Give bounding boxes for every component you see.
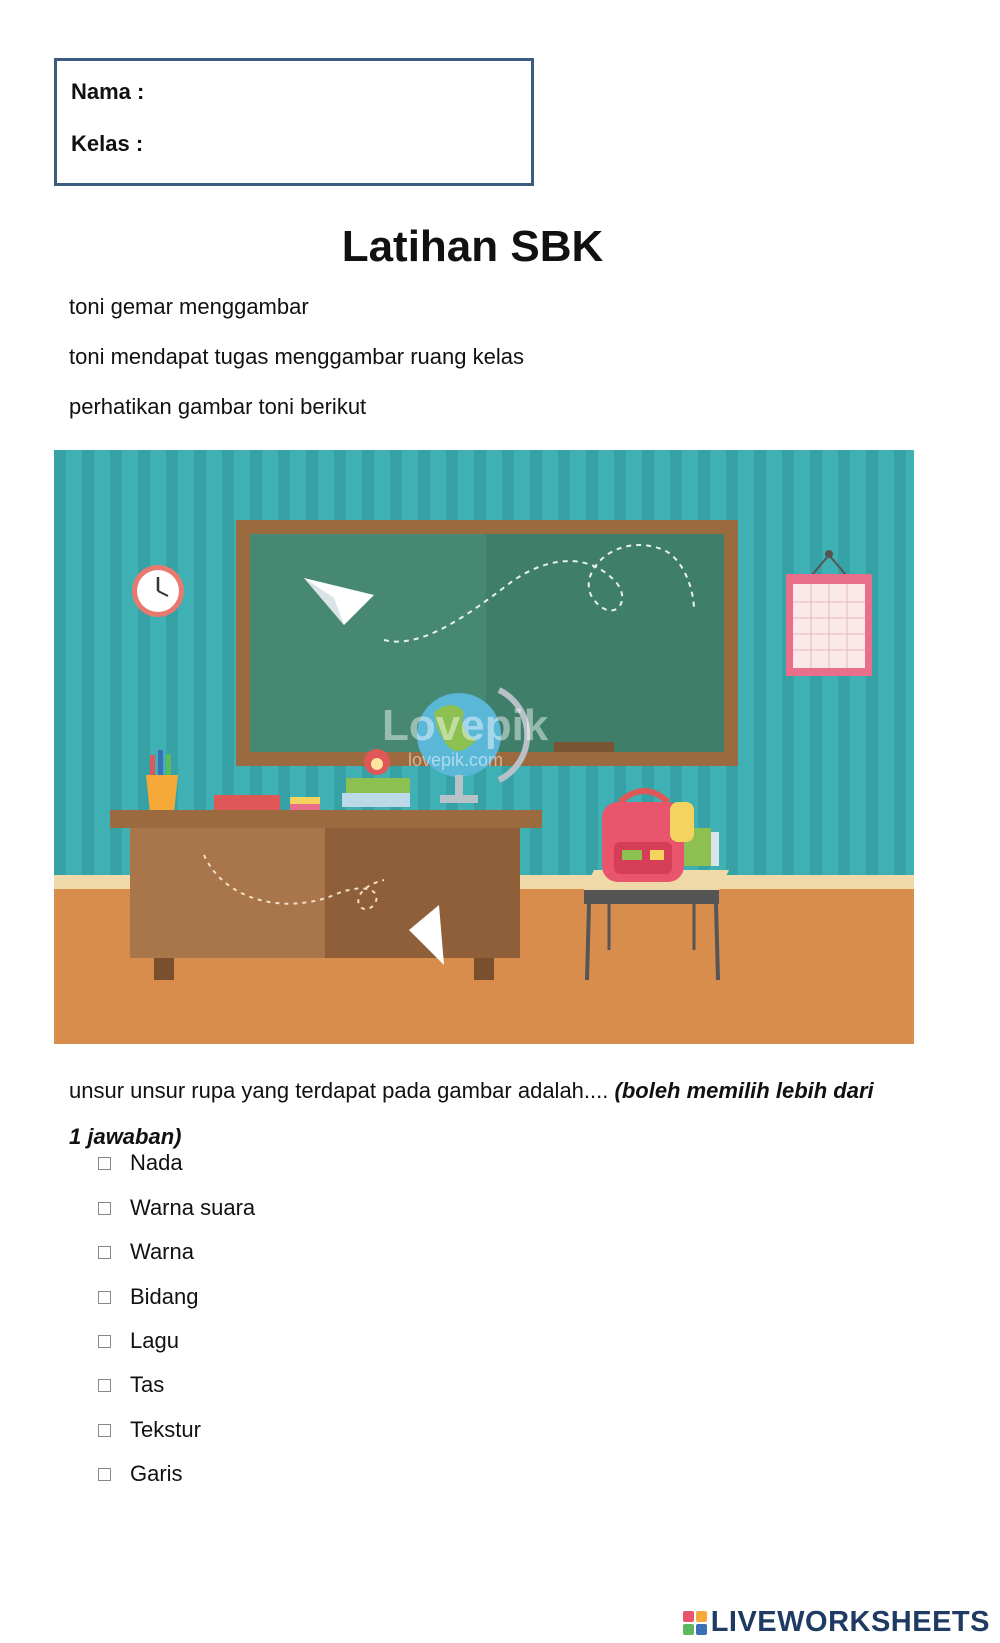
option-label: Tas — [130, 1372, 165, 1397]
option-checkbox[interactable] — [98, 1335, 111, 1348]
option-garis[interactable] — [98, 1459, 183, 1489]
option-label: Warna — [130, 1239, 194, 1264]
classroom-illustration — [54, 450, 914, 1044]
brand-name: LIVEWORKSHEETS — [710, 1606, 990, 1638]
option-label: Lagu — [130, 1328, 179, 1353]
option-label: Tekstur — [130, 1417, 201, 1442]
option-lagu[interactable] — [98, 1326, 179, 1356]
option-checkbox[interactable] — [98, 1157, 111, 1170]
option-warna[interactable] — [98, 1237, 194, 1267]
intro-line-3: perhatikan gambar toni berikut — [69, 394, 367, 419]
option-bidang[interactable] — [98, 1282, 199, 1312]
option-checkbox[interactable] — [98, 1468, 111, 1481]
apple-icon — [364, 749, 390, 775]
option-label: Bidang — [130, 1284, 199, 1309]
option-tas[interactable] — [98, 1370, 164, 1400]
name-label: Nama : — [71, 79, 145, 104]
option-checkbox[interactable] — [98, 1246, 111, 1259]
clock-icon — [132, 565, 184, 617]
book-stack-icon — [346, 778, 410, 793]
option-checkbox[interactable] — [98, 1291, 111, 1304]
intro-line-2: toni mendapat tugas menggambar ruang kelas — [69, 344, 524, 369]
option-checkbox[interactable] — [98, 1379, 111, 1392]
intro-line-1: toni gemar menggambar — [69, 294, 309, 319]
watermark-sub: lovepik.com — [408, 750, 504, 770]
question-text: unsur unsur rupa yang terdapat pada gambar adalah.... — [69, 1078, 609, 1103]
logo-grid-icon — [683, 1611, 707, 1635]
class-label: Kelas : — [71, 131, 144, 156]
option-label: Warna suara — [130, 1195, 256, 1220]
question — [69, 1068, 889, 1160]
backpack-icon — [602, 791, 694, 882]
teacher-desk — [110, 810, 542, 980]
option-label: Garis — [130, 1461, 183, 1486]
option-label: Nada — [130, 1150, 183, 1175]
option-tekstur[interactable] — [98, 1415, 201, 1445]
watermark-main: Lovepik — [382, 701, 549, 750]
student-info-box — [54, 58, 534, 186]
book-icon — [214, 795, 280, 811]
option-nada[interactable] — [98, 1148, 183, 1178]
option-checkbox[interactable] — [98, 1202, 111, 1215]
liveworksheets-logo[interactable] — [683, 1606, 990, 1639]
question-hint: (boleh memilih lebih dari 1 jawaban) — [69, 1078, 874, 1149]
option-checkbox[interactable] — [98, 1424, 111, 1437]
option-warna-suara[interactable] — [98, 1193, 255, 1223]
page-title: Latihan SBK — [341, 222, 604, 271]
